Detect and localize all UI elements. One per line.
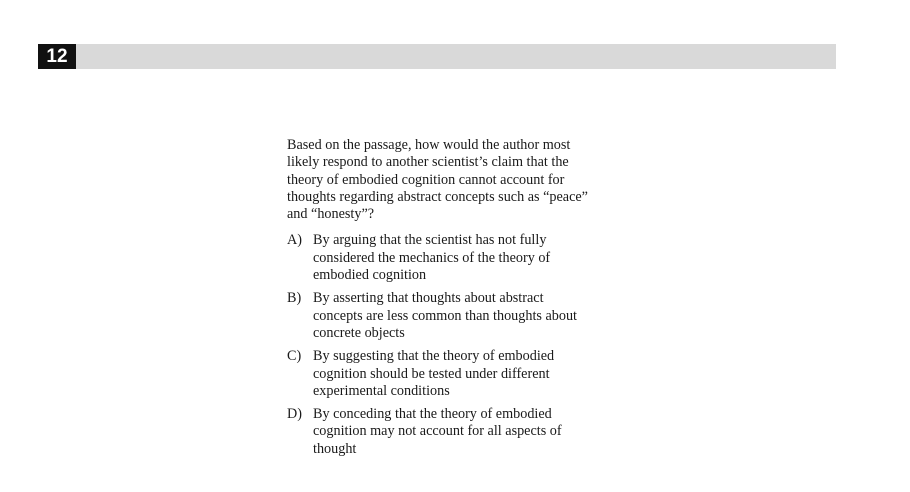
- choice-letter: A): [287, 232, 302, 249]
- stem-line: thoughts regarding abstract concepts such as “peace”: [287, 188, 588, 205]
- answer-choice-b[interactable]: [287, 290, 617, 342]
- answer-choice-c[interactable]: [287, 348, 617, 400]
- choice-text-line: concepts are less common than thoughts about: [313, 307, 577, 324]
- question-header-bar: [38, 44, 836, 69]
- choice-text-line: experimental conditions: [313, 382, 450, 399]
- stem-line: Based on the passage, how would the author most: [287, 137, 571, 153]
- stem-line: and “honesty”?: [287, 206, 375, 223]
- question-stem: [287, 137, 617, 223]
- choice-text-line: By arguing that the scientist has not fully: [313, 232, 547, 249]
- choice-text-line: concrete objects: [313, 324, 405, 341]
- answer-choices: [287, 232, 617, 458]
- choice-letter: D): [287, 406, 302, 423]
- answer-choice-d[interactable]: [287, 406, 617, 458]
- choice-letter: B): [287, 290, 302, 307]
- choice-text-line: By conceding that the theory of embodied: [313, 406, 552, 423]
- question-number-badge: 12: [38, 44, 76, 69]
- answer-choice-a[interactable]: [287, 232, 617, 284]
- stem-line: likely respond to another scientist’s claim that the: [287, 154, 569, 171]
- stem-line: theory of embodied cognition cannot account for: [287, 171, 565, 188]
- choice-text-line: thought: [313, 440, 357, 457]
- choice-text-line: By suggesting that the theory of embodied: [313, 348, 555, 365]
- choice-letter: C): [287, 348, 302, 365]
- choice-text-line: By asserting that thoughts about abstract: [313, 290, 544, 307]
- choice-text-line: cognition should be tested under different: [313, 365, 550, 382]
- choice-text-line: considered the mechanics of the theory of: [313, 249, 551, 266]
- choice-text-line: embodied cognition: [313, 267, 427, 284]
- choice-text-line: cognition may not account for all aspects of: [313, 423, 562, 440]
- question-block: [287, 137, 617, 464]
